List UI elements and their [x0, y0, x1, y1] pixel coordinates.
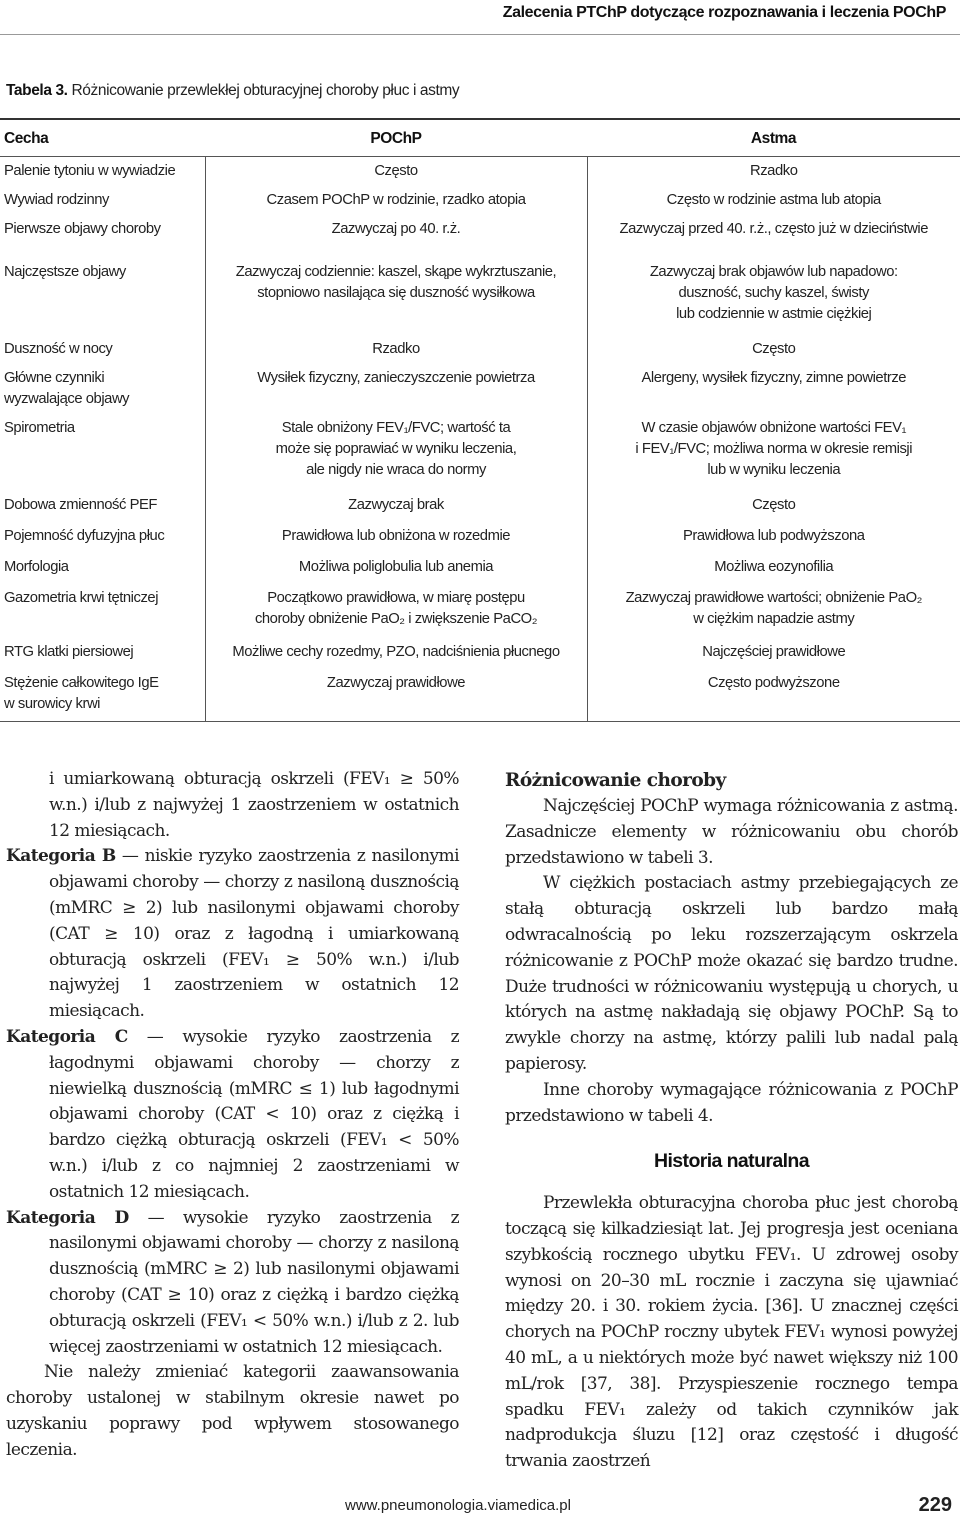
cell-line: W czasie objawów obniżone wartości FEV₁: [641, 420, 907, 436]
differential-table: [0, 118, 960, 722]
category-b-label: Kategoria B: [6, 846, 116, 867]
cell-line: Często w rodzinie astma lub atopia: [666, 192, 881, 208]
differentiation-paragraph-1: Najczęściej POChP wymaga różnicowania z astmą. Zasadnicze elementy w różnicowaniu obu chorób przedstawiono w tabeli 3.: [505, 796, 958, 868]
cell-copd: [205, 335, 587, 364]
category-a-continuation: i umiarkowaną obturacją oskrzeli (FEV₁ ≥ 50% w.n.) i/lub z najwyżej 1 zaostrzeniem w ostatnich 12 miesiącach.: [49, 769, 459, 841]
cell-line: Początkowo prawidłowa, w miarę postępu: [267, 590, 525, 606]
cell-asthma: [587, 638, 960, 669]
cell-feature: [0, 215, 205, 258]
cell-line: stopniowo nasilająca się duszność wysiłkowa: [257, 285, 535, 301]
cell-copd: [205, 258, 587, 335]
cell-feature: [0, 669, 205, 722]
table-row: [0, 638, 960, 669]
cell-line: Główne czynniki: [4, 370, 105, 386]
running-header: Zalecenia PTChP dotyczące rozpoznawania i leczenia POChP: [502, 4, 946, 21]
cell-copd: [205, 186, 587, 215]
cell-feature: [0, 638, 205, 669]
cell-line: Wysiłek fizyczny, zanieczyszczenie powietrza: [257, 370, 535, 386]
table-row: [0, 414, 960, 491]
cell-line: lub codziennie w astmie ciężkiej: [676, 306, 872, 322]
footer-url[interactable]: www.pneumonologia.viamedica.pl: [345, 1497, 571, 1514]
cell-line: Alergeny, wysiłek fizyczny, zimne powietrze: [641, 370, 907, 386]
cell-line: Zazwyczaj prawidłowe: [326, 675, 466, 691]
table-caption: [6, 82, 459, 100]
cell-line: Zazwyczaj codziennie: kaszel, skąpe wykrztuszanie,: [235, 264, 557, 280]
table-row: [0, 584, 960, 638]
cell-line: Dobowa zmienność PEF: [4, 497, 158, 513]
cell-asthma: [587, 335, 960, 364]
cell-line: Wywiad rodzinny: [4, 192, 109, 208]
cell-line: Zazwyczaj przed 40. r.ż., często już w dzieciństwie: [619, 221, 928, 237]
cell-feature: [0, 553, 205, 584]
cell-asthma: [587, 491, 960, 522]
category-d-label: Kategoria D: [6, 1207, 129, 1228]
cell-line: Rzadko: [750, 163, 798, 179]
cell-line: choroby obniżenie PaO₂ i zwiększenie PaCO₂: [254, 611, 538, 627]
table-row: [0, 522, 960, 553]
cell-line: Czasem POChP w rodzinie, rzadko atopia: [266, 192, 526, 208]
cell-copd: [205, 215, 587, 258]
table-row: [0, 335, 960, 364]
cell-feature: [0, 522, 205, 553]
category-b-text: — niskie ryzyko zaostrzenia z nasilonymi objawami choroby — chorzy z nasiloną dusznością (mMRC ≥ 2) lub nasilonymi objawami choroby (CAT ≥ 10) oraz z łagodną i umiarkowaną obturacją oskrzeli (FEV₁ ≥ 50% w.n.) i/lub najwyżej 1 zaostrzeniem w ostatnich 12 miesiącach.: [49, 846, 460, 1022]
category-b-paragraph: [6, 844, 459, 1025]
right-column: [505, 767, 958, 1475]
cell-line: Często: [752, 341, 796, 357]
cell-asthma: [587, 584, 960, 638]
header-feature: Cecha: [0, 119, 205, 157]
cell-line: wyzwalające objawy: [4, 391, 130, 407]
cell-feature: [0, 491, 205, 522]
cell-copd: [205, 553, 587, 584]
differentiation-paragraph-3: Inne choroby wymagające różnicowania z POChP przedstawiono w tabeli 4.: [505, 1079, 958, 1126]
cell-line: RTG klatki piersiowej: [4, 644, 134, 660]
natural-history-paragraph: Przewlekła obturacyjna choroba płuc jest chorobą toczącą się kilkadziesiąt lat. Jej progresja jest oceniana szybkością rocznego ubytku FEV₁. U zdrowej osoby wynosi on 20–30 mL rocznie i zaczyna się ujawniać między 20. i 30. rokiem życia. [36]. U znacznej części chorych na POChP roczny ubytek FEV₁ wynosi powyżej 40 mL, a u niektórych może być nawet większy niż 100 mL/rok [37, 38]. Przyspieszenie rocznego tempa spadku FEV₁ zależy od takich czynników jak nadprodukcja śluzu [12] oraz częstość i długość trwania zaostrzeń: [505, 1193, 958, 1472]
closing-paragraph: Nie należy zmieniać kategorii zaawansowania choroby ustalonej w stabilnym okresie nawet po uzyskaniu poprawy pod wpływem stosowanego leczenia.: [6, 1362, 459, 1460]
cell-feature: [0, 584, 205, 638]
cell-feature: [0, 364, 205, 414]
cell-line: Najczęściej prawidłowe: [702, 644, 846, 660]
section-heading-differentiation: Różnicowanie choroby: [505, 770, 726, 791]
category-c-label: Kategoria C: [6, 1026, 128, 1047]
cell-line: Palenie tytoniu w wywiadzie: [4, 163, 176, 179]
cell-copd: [205, 364, 587, 414]
cell-asthma: [587, 553, 960, 584]
cell-line: Rzadko: [372, 341, 420, 357]
cell-feature: [0, 414, 205, 491]
cell-line: może się poprawiać w wyniku leczenia,: [275, 441, 517, 457]
cell-asthma: [587, 669, 960, 722]
table-row: [0, 669, 960, 722]
cell-line: ale nigdy nie wraca do normy: [306, 462, 486, 478]
table-row: [0, 364, 960, 414]
header-asthma: Astma: [587, 119, 960, 157]
cell-line: duszność, suchy kaszel, świsty: [678, 285, 869, 301]
section-heading-natural-history: Historia naturalna: [654, 1150, 809, 1173]
cell-copd: [205, 522, 587, 553]
table-caption-label: Tabela 3.: [6, 82, 68, 99]
cell-feature: [0, 157, 205, 187]
page-number: 229: [918, 1494, 952, 1516]
cell-line: Często: [374, 163, 418, 179]
cell-feature: [0, 258, 205, 335]
cell-asthma: [587, 258, 960, 335]
cell-asthma: [587, 157, 960, 187]
table-row: [0, 157, 960, 187]
differentiation-paragraph-2: W ciężkich postaciach astmy przebiegających ze stałą obturacją oskrzeli lub bardzo małą odwracalnością po leku rozszerzającym oskrzela różnicowanie z POChP może okazać się bardzo trudne. Duże trudności w różnicowaniu występują u chorych, u których na astmę nakładają się objawy POChP. Są to zwykle chorzy na astmę, którzy palili lub nadal palą papierosy.: [505, 873, 958, 1074]
cell-copd: [205, 157, 587, 187]
cell-line: w surowicy krwi: [4, 696, 101, 712]
table-row: [0, 186, 960, 215]
cell-line: w ciężkim napadzie astmy: [693, 611, 855, 627]
cell-copd: [205, 638, 587, 669]
cell-line: Duszność w nocy: [4, 341, 113, 357]
cell-asthma: [587, 215, 960, 258]
cell-line: Zazwyczaj brak objawów lub napadowo:: [649, 264, 898, 280]
table-row: [0, 553, 960, 584]
cell-asthma: [587, 186, 960, 215]
cell-line: Prawidłowa lub obniżona w rozedmie: [281, 528, 511, 544]
cell-line: Spirometria: [4, 420, 75, 436]
category-d-paragraph: [6, 1206, 459, 1361]
table-caption-text: Różnicowanie przewlekłej obturacyjnej choroby płuc i astmy: [67, 82, 460, 99]
cell-line: Gazometria krwi tętniczej: [4, 590, 159, 606]
cell-asthma: [587, 522, 960, 553]
cell-asthma: [587, 364, 960, 414]
cell-line: Prawidłowa lub podwyższona: [682, 528, 865, 544]
table-header-row: [0, 119, 960, 157]
cell-line: Stale obniżony FEV₁/FVC; wartość ta: [281, 420, 511, 436]
cell-feature: [0, 335, 205, 364]
table-row: [0, 258, 960, 335]
header-copd: POChP: [205, 119, 587, 157]
category-c-paragraph: [6, 1025, 459, 1206]
cell-copd: [205, 669, 587, 722]
cell-feature: [0, 186, 205, 215]
cell-line: Możliwe cechy rozedmy, PZO, nadciśnienia płucnego: [232, 644, 560, 660]
cell-asthma: [587, 414, 960, 491]
category-c-text: — wysokie ryzyko zaostrzenia z łagodnymi objawami choroby — chorzy z niewielką dusznością (mMRC ≤ 1) lub łagodnymi objawami choroby (CAT < 10) oraz z ciężką i bardzo ciężką obturacją oskrzeli (FEV₁ < 50% w.n.) i/lub z co najmniej 2 zaostrzeniami w ostatnich 12 miesiącach.: [49, 1026, 460, 1202]
category-d-text: — wysokie ryzyko zaostrzenia z nasilonymi objawami choroby — chorzy z nasiloną dusznością (mMRC ≥ 2) lub nasilonymi objawami choroby (CAT ≥ 10) oraz z ciężką i bardzo ciężką obturacją oskrzeli (FEV₁ < 50% w.n.) i/lub z 2. lub więcej zaostrzeniami w ostatnich 12 miesiącach.: [49, 1207, 459, 1357]
cell-line: Najczęstsze objawy: [4, 264, 126, 280]
cell-line: Stężenie całkowitego IgE: [4, 675, 159, 691]
cell-line: Możliwa poliglobulia lub anemia: [298, 559, 494, 575]
cell-line: Pojemność dyfuzyjna płuc: [4, 528, 165, 544]
cell-copd: [205, 584, 587, 638]
cell-line: i FEV₁/FVC; możliwa norma w okresie remisji: [635, 441, 913, 457]
table-body: [0, 157, 960, 722]
cell-line: Często podwyższone: [707, 675, 840, 691]
cell-line: lub w wyniku leczenia: [707, 462, 841, 478]
header-rule: [0, 34, 960, 35]
cell-line: Pierwsze objawy choroby: [4, 221, 161, 237]
cell-line: Zazwyczaj po 40. r.ż.: [331, 221, 461, 237]
cell-line: Zazwyczaj brak: [348, 497, 444, 513]
table-row: [0, 215, 960, 258]
cell-line: Morfologia: [4, 559, 69, 575]
cell-line: Zazwyczaj prawidłowe wartości; obniżenie PaO₂: [625, 590, 922, 606]
left-column: [6, 767, 459, 1464]
cell-line: Możliwa eozynofilia: [714, 559, 834, 575]
table-row: [0, 491, 960, 522]
cell-copd: [205, 414, 587, 491]
cell-line: Często: [752, 497, 796, 513]
cell-copd: [205, 491, 587, 522]
